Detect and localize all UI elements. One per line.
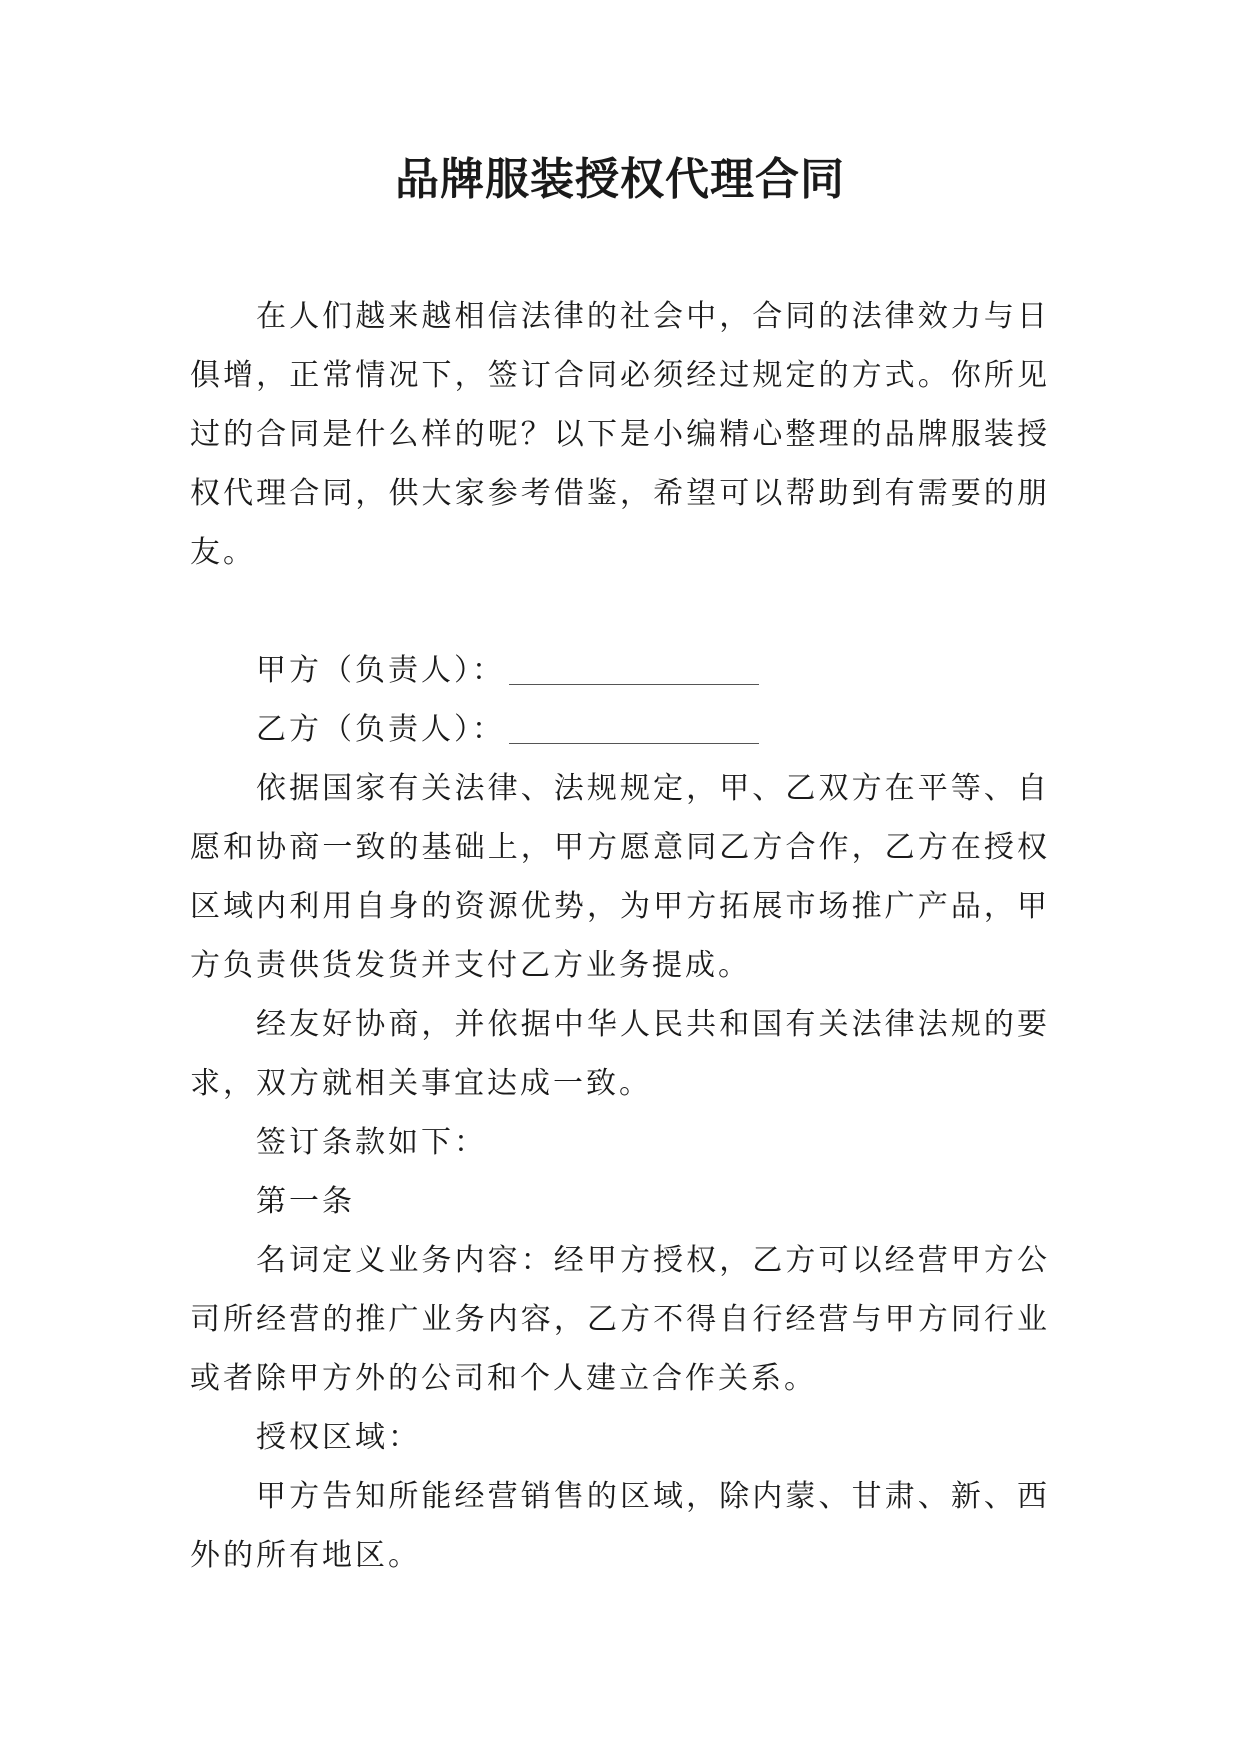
party-a-line bbox=[190, 641, 1050, 700]
paragraph-consensus: 经友好协商，并依据中华人民共和国有关法律法规的要求，双方就相关事宜达成一致。 bbox=[190, 1007, 1050, 1101]
paragraph-legal-basis: 依据国家有关法律、法规规定，甲、乙双方在平等、自愿和协商一致的基础上，甲方愿意同乙方合作，乙方在授权区域内利用自身的资源优势，为甲方拓展市场推广产品，甲方负责供货发货并支付乙方业务提成。 bbox=[190, 771, 1050, 983]
paragraph-spacer bbox=[190, 582, 1050, 641]
party-b-line bbox=[190, 700, 1050, 759]
paragraph-terms-intro: 签订条款如下： bbox=[256, 1125, 487, 1160]
party-b-blank bbox=[509, 719, 759, 744]
intro-paragraph: 在人们越来越相信法律的社会中，合同的法律效力与日俱增，正常情况下，签订合同必须经过规定的方式。你所见过的合同是什么样的呢？以下是小编精心整理的品牌服装授权代理合同，供大家参考借鉴，希望可以帮助到有需要的朋友。 bbox=[190, 299, 1050, 570]
document-body bbox=[190, 287, 1050, 1585]
party-a-label: 甲方（负责人）： bbox=[256, 653, 505, 688]
party-b-label: 乙方（负责人）： bbox=[256, 712, 505, 747]
paragraph-region: 甲方告知所能经营销售的区域，除内蒙、甘肃、新、西外的所有地区。 bbox=[190, 1479, 1050, 1573]
document-page bbox=[190, 0, 1050, 1754]
party-a-blank bbox=[509, 660, 759, 685]
article-heading: 第一条 bbox=[256, 1184, 355, 1219]
paragraph-definitions: 名词定义业务内容：经甲方授权，乙方可以经营甲方公司所经营的推广业务内容，乙方不得自行经营与甲方同行业或者除甲方外的公司和个人建立合作关系。 bbox=[190, 1243, 1050, 1396]
document-title: 品牌服装授权代理合同 bbox=[395, 154, 845, 205]
paragraph-region-heading: 授权区域： bbox=[256, 1420, 421, 1455]
